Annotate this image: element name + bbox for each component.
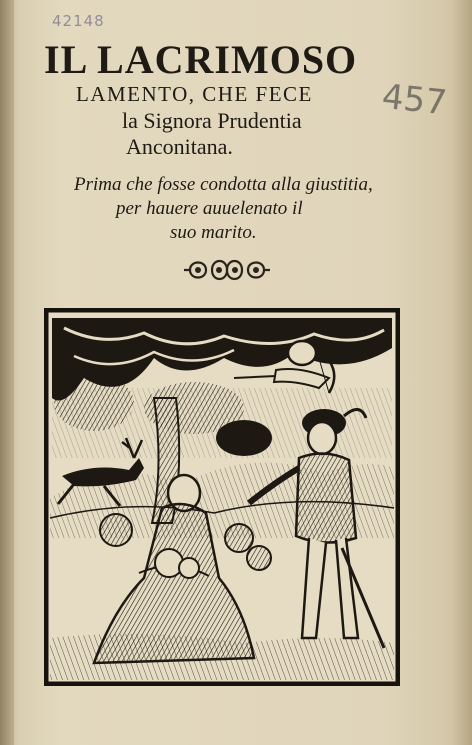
subtitle-line-2: per hauere auuelenato il <box>116 198 303 219</box>
title-line-1: IL LACRIMOSO <box>44 37 358 82</box>
pencil-shelfmark: 42148 <box>52 12 105 30</box>
subtitle-line-3: suo marito. <box>170 222 257 243</box>
fleuron-ornament-icon <box>182 255 272 285</box>
ground <box>50 634 394 680</box>
woodcut-illustration <box>44 308 400 686</box>
subtitle-line-1: Prima che fosse condotta alla giustitia, <box>74 174 373 195</box>
page-edge <box>452 0 472 745</box>
handwritten-number: 457 <box>380 76 449 124</box>
title-line-2: LAMENTO, CHE FECE <box>76 82 313 106</box>
title-line-4: Anconitana. <box>126 134 233 159</box>
title-line-3: la Signora Prudentia <box>122 108 302 133</box>
binding-fold <box>0 0 14 745</box>
